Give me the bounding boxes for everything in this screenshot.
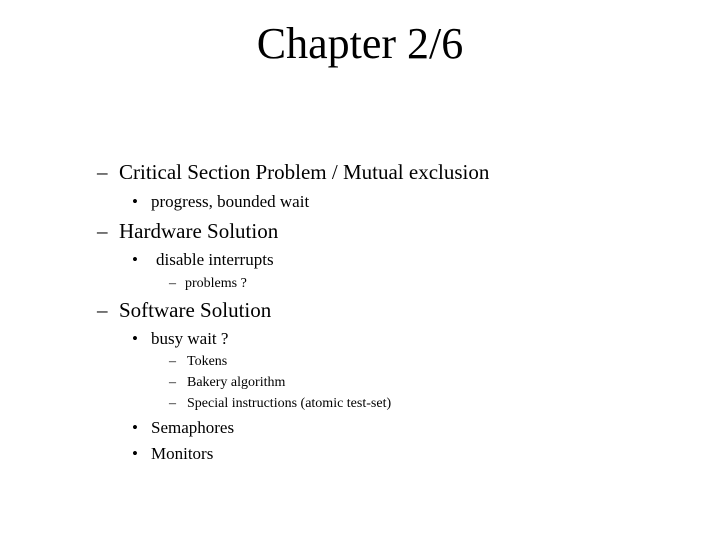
dash-marker: – bbox=[97, 298, 108, 322]
list-item-text: Semaphores bbox=[151, 418, 235, 437]
bullet-marker: • bbox=[132, 329, 138, 348]
dash-marker: – bbox=[169, 354, 176, 369]
list-item-text: Monitors bbox=[151, 444, 214, 463]
list-item-text: progress, bounded wait bbox=[151, 192, 310, 211]
list-item-text: Critical Section Problem / Mutual exclusion bbox=[119, 160, 490, 184]
list-item-text: Special instructions (atomic test-set) bbox=[187, 396, 392, 411]
dash-marker: – bbox=[97, 219, 108, 243]
list-item-text: Bakery algorithm bbox=[187, 375, 286, 390]
list-item-text: Tokens bbox=[187, 354, 228, 369]
bullet-marker: • bbox=[132, 250, 138, 269]
list-item-text: busy wait ? bbox=[151, 329, 229, 348]
dash-marker: – bbox=[97, 160, 108, 184]
slide-title: Chapter 2/6 bbox=[256, 19, 464, 68]
bullet-marker: • bbox=[132, 418, 138, 437]
bullet-marker: • bbox=[132, 192, 138, 211]
list-item-text: Software Solution bbox=[119, 298, 272, 322]
list-item-text: problems ? bbox=[185, 276, 247, 291]
list-item-text: disable interrupts bbox=[156, 250, 274, 269]
dash-marker: – bbox=[169, 276, 176, 291]
list-item-text: Hardware Solution bbox=[119, 219, 279, 243]
dash-marker: – bbox=[169, 375, 176, 390]
bullet-marker: • bbox=[132, 444, 138, 463]
dash-marker: – bbox=[169, 396, 176, 411]
